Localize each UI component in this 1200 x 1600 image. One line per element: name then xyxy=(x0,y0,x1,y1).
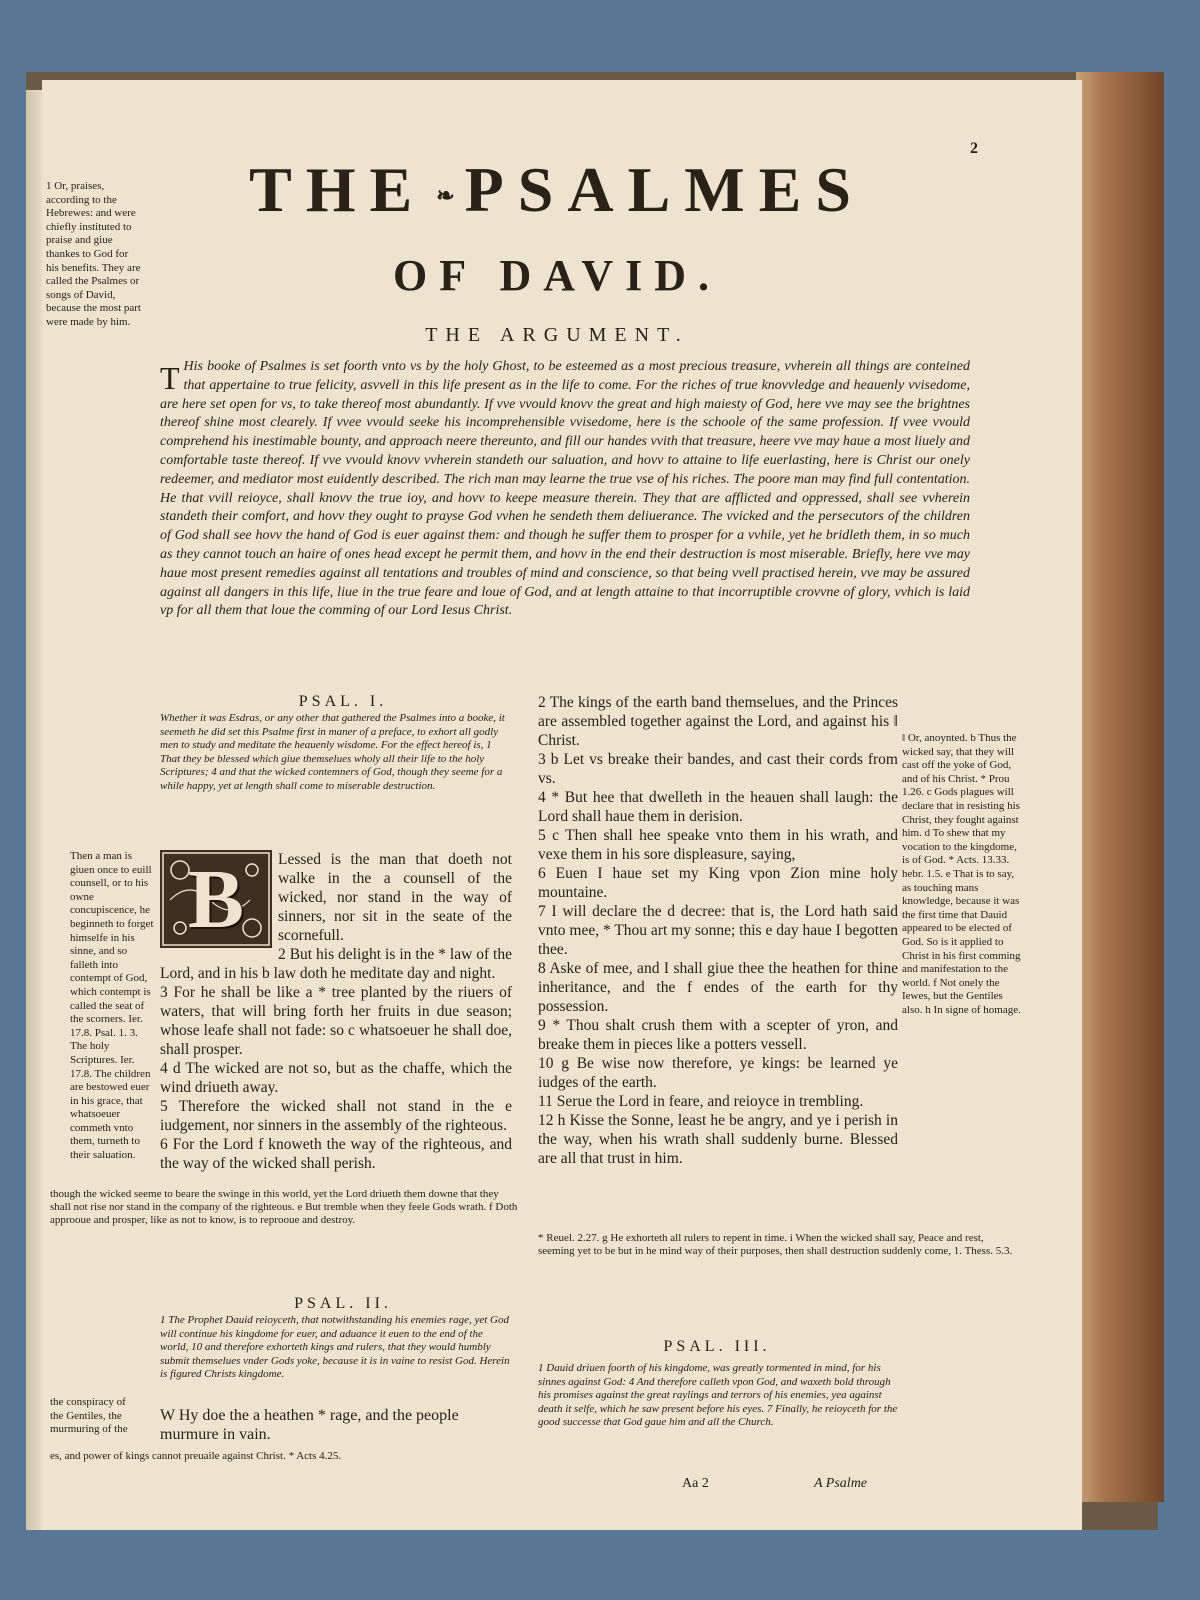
footnote-psalm-1: though the wicked seeme to beare the swinge in this world, yet the Lord driueth them downe that they shall not rise nor stand in the company of the righteous. e But tremble when they feele Gods wrath. f Doth approoue and prosper, like as not to know, is to reprooue and destroy. xyxy=(50,1188,518,1226)
page-subtitle: OF DAVID. xyxy=(392,251,722,300)
psalm-2-verse-6: 6 Euen I haue set my King vpon Zion mine holy mountaine. xyxy=(538,865,898,901)
psalm-2-verse-8: 8 Aske of mee, and I shall giue thee the heathen for thine inheritance, and the f endes of the earth for thy possession. xyxy=(538,960,898,1015)
psalm-2-verses-continued xyxy=(538,693,898,1168)
psalm-1-verse-5: 5 Therefore the wicked shall not stand in the e iudgement, nor sinners in the assembly of the righteous. xyxy=(160,1098,512,1134)
fleuron-icon: ❧ xyxy=(436,183,455,209)
title-part-2: PSALMES xyxy=(464,154,865,225)
margin-note-left-middle: Then a man is giuen once to euill counsell, or to his owne concupiscence, he beginneth to forget himselfe in his sinne, and so falleth into contempt of God, which contempt is called the seat of the scorners. Ier. 17.8. Psal. 1. 3. The holy Scriptures. Ier. 17.8. The children are bestowed euer in his grace, that whatsoeuer commeth vnto them, turneth to their saluation. xyxy=(70,850,154,1162)
argument-text xyxy=(160,358,970,621)
signature-mark: Aa 2 xyxy=(682,1476,709,1491)
psalm-3-summary: 1 Dauid driuen foorth of his kingdome, was greatly tormented in mind, for his sinnes against God: 4 And therefore calleth vpon God, and waxeth bold through his promises against the great raylings and terrors of his enemies, yea against death it selfe, which he saw present before his eyes. 7 Finally, he reioyceth for the good successe that God gaue him and all the Church. xyxy=(538,1362,898,1428)
psalm-2-verse-7: 7 I will declare the d decree: that is, the Lord hath said vnto mee, * Thou art my sonne; this e day haue I begotten thee. xyxy=(538,903,899,958)
footnote-psalm-2: * Reuel. 2.27. g He exhorteth all rulers to repent in time. i When the wicked shall say, Peace and rest, seeming yet to be but in he mind way of their purposes, then shall destruction suddenly come, 1. Thess. 5.3. xyxy=(538,1232,1013,1257)
page-edges xyxy=(1076,72,1164,1502)
book-page xyxy=(42,80,1082,1530)
argument-body: His booke of Psalmes is set foorth vnto vs by the holy Ghost, to be esteemed as a most precious treasure, vvherein all things are conteined that appertaine to true felicity, asvvell in this life present as in the life to come. For the riches of true knovvledge and heauenly vvisedome, are here set open for vs, to take thereof most abundantly. If vve vvould knovv the great and high maiesty of God, here vve may see the brightnes thereof shine most clearely. If vvee vvould seeke his incomprehensible vvisedome, here is the schoole of the same profession. If vvee vvould comprehend his inestimable bounty, and approach neere thereunto, and fill our handes vvith that treasure, heere vve may haue a most liuely and comfortable taste thereof. If vve vvould knovv vvherein standeth our saluation, and hovv to attaine to life euerlasting, here is Christ our onely redeemer, and mediator most euidently described. The rich man may learne the true vse of his riches. The poore man may find full contentation. He that vvill reioyce, shall knovv the true ioy, and hovv to keepe measure therein. They that are afflicted and oppressed, shall see vvherein standeth their comfort, and hovv they ought to prayse God vvhen he sendeth them deliuerance. The vvicked and the persecutors of the children of God shall see hovv the hand of God is euer against them: and though he suffer them to prosper for a vvhile, yet he bridleth them, in so much as they cannot touch an haire of ones head except he permit them, and hovv in the end their destruction is most miserable. Briefly, here vve may haue most present remedies against all tentations and troubles of mind and conscience, so that being vvell practised herein, vve may be assured against all dangers in this life, liue in the true feare and loue of God, and at length attaine to that incorruptible crovvne of glory, vvhich is laid vp for all them that loue the comming of our Lord Iesus Christ. xyxy=(160,359,970,619)
psalm-1-verses xyxy=(160,850,512,1173)
psalm-2-verse-3: 3 b Let vs breake their bandes, and cast their cords from vs. xyxy=(538,751,898,787)
psalm-1-verse-1: Lessed is the man that doeth not walke in the a counsell of the wicked, nor stand in the way of sinners, nor sit in the seate of the scornefull. xyxy=(278,851,512,944)
page-title xyxy=(142,154,972,225)
margin-note-left-bottom: the conspiracy of the Gentiles, the murmuring of the xyxy=(50,1396,128,1436)
initial-letter: B xyxy=(187,852,245,946)
title-part-1: THE xyxy=(249,154,427,225)
psalm-1-heading: PSAL. I. xyxy=(298,693,388,710)
margin-note-left-top: 1 Or, praises, according to the Hebrewes: and were chiefly instituted to praise and giue thankes to God for his benefits. They are called the Psalmes or songs of David, because the most part were made by him. xyxy=(46,180,141,328)
psalm-1-verse-3: 3 For he shall be like a * tree planted by the riuers of waters, that will bring forth her fruits in due season; whose leafe shall not fade: so c whatsoeuer he shall doe, shall prosper. xyxy=(160,984,512,1058)
argument-heading: THE ARGUMENT. xyxy=(425,324,689,346)
page-number: 2 xyxy=(970,140,978,157)
psalm-2-verse-1: W Hy doe the a heathen * rage, and the people murmure in vain. xyxy=(160,1407,459,1443)
psalm-2-verse-9: 9 * Thou shalt crush them with a scepter of yron, and breake them in pieces like a potters vessell. xyxy=(538,1017,898,1053)
psalm-2-verse-12: 12 h Kisse the Sonne, least he be angry, and ye i perish in the way, when his wrath shall suddenly burne. Blessed are all that trust in him. xyxy=(538,1112,898,1167)
psalm-2-heading: PSAL. II. xyxy=(294,1295,392,1312)
margin-note-right: ‖ Or, anoynted. b Thus the wicked say, that they will cast off the yoke of God, and of his Christ. * Prou 1.26. c Gods plagues will declare that in resisting his Christ, they fought against him. d To shew that my vocation to the kingdome, is of God. * Acts. 13.33. hebr. 1.5. e That is to say, as touching mans knowledge, because it was the first time that Dauid appeared to be elected of God. So is it applied to Christ in his first comming and manifestation to the world. f Not onely the Iewes, but the Gentiles also. h In signe of homage. xyxy=(902,732,1021,1016)
psalm-2-verse-10: 10 g Be wise now therefore, ye kings: be learned ye iudges of the earth. xyxy=(538,1055,898,1091)
psalm-2-verse-5: 5 c Then shall hee speake vnto them in his wrath, and vexe them in his sore displeasure, saying, xyxy=(538,827,898,863)
psalm-1-verse-4: 4 d The wicked are not so, but as the chaffe, which the wind driueth away. xyxy=(160,1060,512,1096)
footnote-psalm-2-bottom: es, and power of kings cannot preuaile against Christ. * Acts 4.25. xyxy=(50,1450,342,1462)
psalm-1-verse-6: 6 For the Lord f knoweth the way of the righteous, and the way of the wicked shall perish. xyxy=(160,1136,512,1172)
catchword: A Psalme xyxy=(814,1476,868,1491)
psalm-3-heading: PSAL. III. xyxy=(663,1338,771,1355)
drop-cap: T xyxy=(160,360,180,396)
psalm-2-verse-2: 2 The kings of the earth band themselues, and the Princes are assembled together against the Lord, and against his ‖ Christ. xyxy=(538,694,898,749)
psalm-2-summary: 1 The Prophet Dauid reioyceth, that notwithstanding his enemies rage, yet God will continue his kingdome for euer, and aduance it euen to the end of the world, 10 and therefore exhorteth kings and rulers, that they would humbly submit themselues vnder Gods yoke, because it is in vaine to resist God. Herein is figured Christs kingdome. xyxy=(160,1314,510,1380)
psalm-1-summary: Whether it was Esdras, or any other that gathered the Psalmes into a booke, it seemeth he did set this Psalme first in maner of a preface, to exhort all godly men to study and meditate the heauenly wisdome. For the effect hereof is, 1 That they be blessed which giue themselues wholy all their life to the holy Scriptures; 4 and that the wicked contemners of God, though they seeme for a while happy, yet at length shall come to miserable destruction. xyxy=(160,712,505,792)
psalm-1-verse-2: 2 But his delight is in the * law of the Lord, and in his b law doth he meditate day and night. xyxy=(160,946,512,982)
psalm-2-verse-11: 11 Serue the Lord in feare, and reioyce in trembling. xyxy=(538,1093,864,1110)
psalm-2-verse-4: 4 * But hee that dwelleth in the heauen shall laugh: the Lord shall haue them in derision. xyxy=(538,789,898,825)
decorated-initial xyxy=(160,850,272,948)
